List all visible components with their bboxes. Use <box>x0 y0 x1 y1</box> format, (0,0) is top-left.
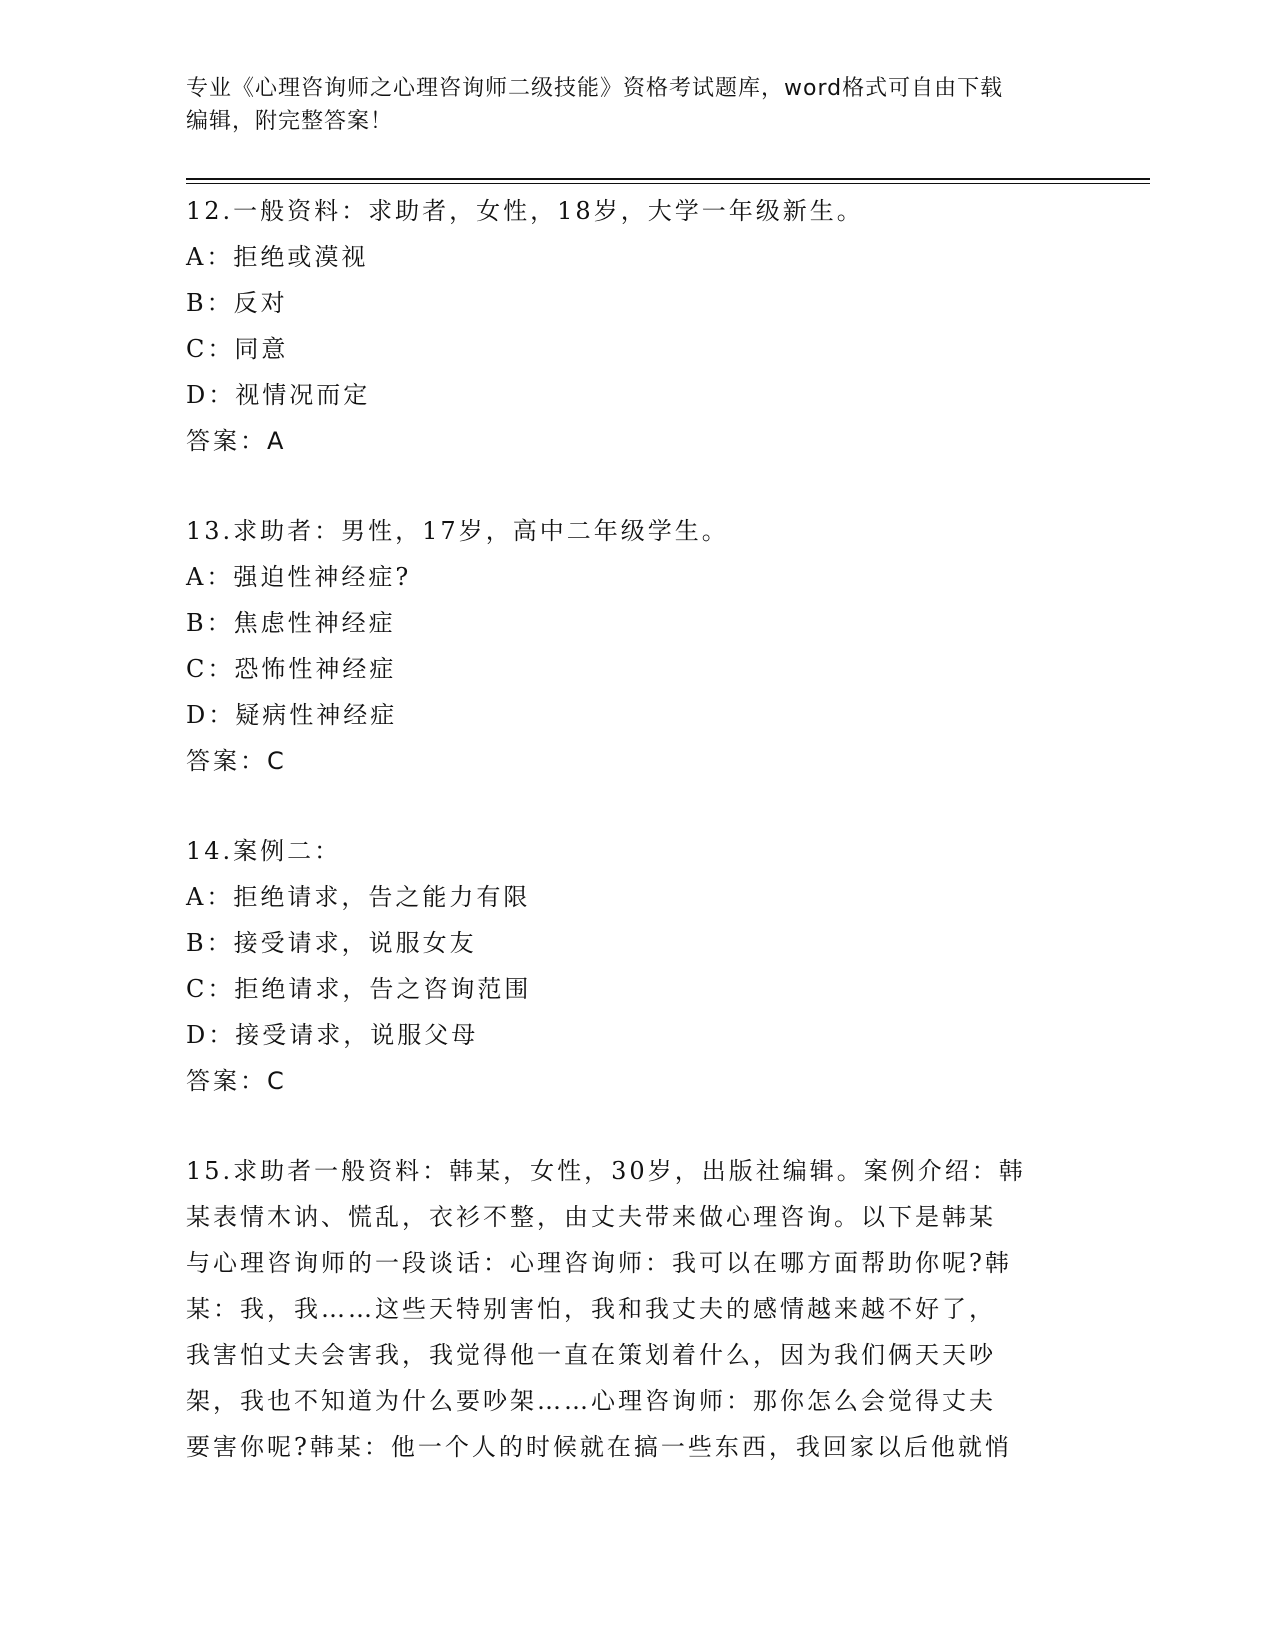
header-line-1: 专业《心理咨询师之心理咨询师二级技能》资格考试题库，word格式可自由下载 <box>186 76 1004 101</box>
option-d: D：接受请求，说服父母 <box>186 1021 479 1049</box>
option-b: B：反对 <box>186 289 288 317</box>
option-d: D：疑病性神经症 <box>186 701 398 729</box>
question-15-line-5: 我害怕丈夫会害我，我觉得他一直在策划着什么，因为我们俩天天吵 <box>186 1341 996 1369</box>
question-14 <box>186 828 1096 1104</box>
question-15-line-1: 15.求助者一般资料：韩某，女性，30岁，出版社编辑。案例介绍：韩 <box>186 1157 1026 1185</box>
option-a: A：拒绝或漠视 <box>186 243 369 271</box>
question-13 <box>186 508 1096 784</box>
answer-label: 答案：A <box>186 427 287 455</box>
header-rule-thin <box>186 183 1150 184</box>
question-stem: 13.求助者：男性，17岁，高中二年级学生。 <box>186 517 729 545</box>
answer-label: 答案：C <box>186 1067 287 1095</box>
header-rule-thick <box>186 178 1150 180</box>
question-list <box>186 188 1096 1514</box>
document-header <box>186 72 1066 138</box>
question-15-line-7: 要害你呢?韩某：他一个人的时候就在搞一些东西，我回家以后他就悄 <box>186 1433 1012 1461</box>
option-c: C：同意 <box>186 335 289 363</box>
question-12 <box>186 188 1096 464</box>
question-stem: 12.一般资料：求助者，女性，18岁，大学一年级新生。 <box>186 197 864 225</box>
option-a: A：拒绝请求，告之能力有限 <box>186 883 531 911</box>
question-15-line-4: 某：我，我……这些天特别害怕，我和我丈夫的感情越来越不好了， <box>186 1295 996 1323</box>
option-a: A：强迫性神经症? <box>186 563 412 591</box>
question-15 <box>186 1148 1096 1470</box>
option-d: D：视情况而定 <box>186 381 371 409</box>
question-15-line-3: 与心理咨询师的一段谈话：心理咨询师：我可以在哪方面帮助你呢?韩 <box>186 1249 1012 1277</box>
option-c: C：恐怖性神经症 <box>186 655 397 683</box>
header-line-2: 编辑，附完整答案！ <box>186 109 394 134</box>
question-stem: 14.案例二： <box>186 837 342 865</box>
option-c: C：拒绝请求，告之咨询范围 <box>186 975 532 1003</box>
option-b: B：焦虑性神经症 <box>186 609 396 637</box>
question-15-line-2: 某表情木讷、慌乱，衣衫不整，由丈夫带来做心理咨询。以下是韩某 <box>186 1203 996 1231</box>
question-15-line-6: 架，我也不知道为什么要吵架……心理咨询师：那你怎么会觉得丈夫 <box>186 1387 996 1415</box>
option-b: B：接受请求，说服女友 <box>186 929 477 957</box>
answer-label: 答案：C <box>186 747 287 775</box>
